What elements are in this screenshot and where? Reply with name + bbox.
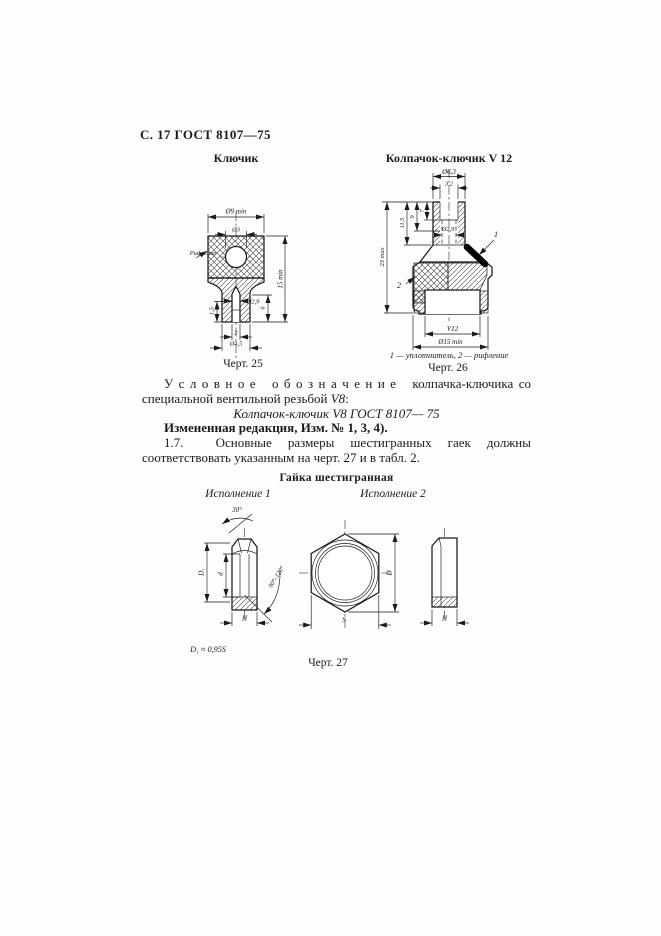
fig27-variant1-label: Исполнение 1 xyxy=(205,488,271,500)
dim-label-tip-dia: Ø4,5 xyxy=(229,340,243,348)
nut-angle30-dim xyxy=(222,506,253,533)
dim-label-7: 7 xyxy=(419,209,426,213)
dim-label-h2: H xyxy=(441,614,448,623)
dim-label-slot: 2 xyxy=(234,329,238,337)
nut-note: D₁ ≈ 0,95S xyxy=(190,645,226,654)
nut-d1-dim xyxy=(198,543,231,602)
nut-side-view-1 xyxy=(232,528,257,622)
dim-label-30deg: 30° xyxy=(232,506,242,514)
fig26-footnote: 1 — уплотнитель, 2 — рифление xyxy=(389,350,509,360)
dim-label-15min: Ø15 min xyxy=(438,338,463,346)
dim-label-tip-len: 6 xyxy=(259,306,267,310)
designation-thread: V8 xyxy=(330,390,346,406)
dim-label-hole: Ø3 xyxy=(232,226,240,234)
fig25-title: Ключик xyxy=(213,151,259,165)
fig26-title: Колпачок-ключик V 12 xyxy=(385,151,513,165)
dim-label-h1: H xyxy=(241,614,248,623)
page-header: С. 17 ГОСТ 8107—75 xyxy=(140,127,271,142)
fig25-drawing xyxy=(160,172,340,372)
fig27-heading: Гайка шестигранная xyxy=(279,472,394,484)
dim-label-cap-bore: Ø2,9 xyxy=(441,226,455,233)
fig26-caption: Черт. 26 xyxy=(428,362,468,374)
cap-callout-knurl xyxy=(397,277,415,290)
key-cross-hole xyxy=(226,247,247,268)
designation-example: Колпачок-ключик V8 ГОСТ 8107— 75 xyxy=(233,405,440,421)
dim-label-stem-dia: Ø6,3 xyxy=(442,168,456,176)
dim-label-v12: V12 xyxy=(446,325,459,333)
fig27-variant2-label: Исполнение 2 xyxy=(360,488,426,500)
dim-label-9: 9 xyxy=(409,215,416,219)
fig25-caption: Черт. 25 xyxy=(223,358,263,370)
cap-thread-dim xyxy=(425,316,480,337)
dim-label-top-width: Ø9 min xyxy=(225,207,247,216)
revision-note: Измененная редакция, Изм. № 1, 3, 4). xyxy=(164,420,388,436)
body-text xyxy=(142,377,531,466)
key-slot-dim xyxy=(220,324,252,340)
fig27-caption: Черт. 27 xyxy=(308,657,348,669)
cap-body xyxy=(413,247,492,314)
callout-label-1: 1 xyxy=(494,230,498,239)
dim-label-d1: D₁ xyxy=(197,568,206,576)
dim-label-chamfer-angle: 90°–120° xyxy=(267,565,287,590)
dim-label-s: S xyxy=(342,616,346,624)
dim-label-height: 15 min xyxy=(276,269,285,289)
cap-thread-cavity xyxy=(425,290,480,314)
designation-paragraph xyxy=(142,377,531,407)
key-bore xyxy=(232,287,240,323)
dim-label-d-outer: D xyxy=(385,570,394,576)
callout-label-2: 2 xyxy=(397,281,401,290)
dim-label-wall: 1,5 xyxy=(208,307,216,315)
dim-label-23max: 23 max xyxy=(379,247,386,267)
dim-label-knurl: Рифление xyxy=(189,250,217,257)
cap-callout-seal xyxy=(479,230,498,255)
dim-label-bore-top: 3,2 xyxy=(445,180,453,188)
designation-colon: : xyxy=(345,390,349,406)
nut-side-view-2 xyxy=(432,528,457,622)
key-knurl-label xyxy=(189,250,217,258)
designation-intro: У с л о в н о е о б о з н а ч е н и е колпачка-ключика со специальной вентильной резьбой xyxy=(142,376,531,406)
dim-label-11-5: 11,5 xyxy=(399,217,406,229)
nut-h1-dim xyxy=(220,612,269,626)
fig27-drawing xyxy=(180,500,500,660)
dim-label-d: d xyxy=(216,572,225,576)
clause-1-7: 1.7. Основные размеры шестигранных гаек должны соответствовать указанным на черт. 27 и в табл. 2. xyxy=(142,435,531,465)
fig26-drawing xyxy=(368,163,533,355)
key-body xyxy=(208,236,264,322)
dim-label-bore: Ø2,9 xyxy=(246,298,260,306)
